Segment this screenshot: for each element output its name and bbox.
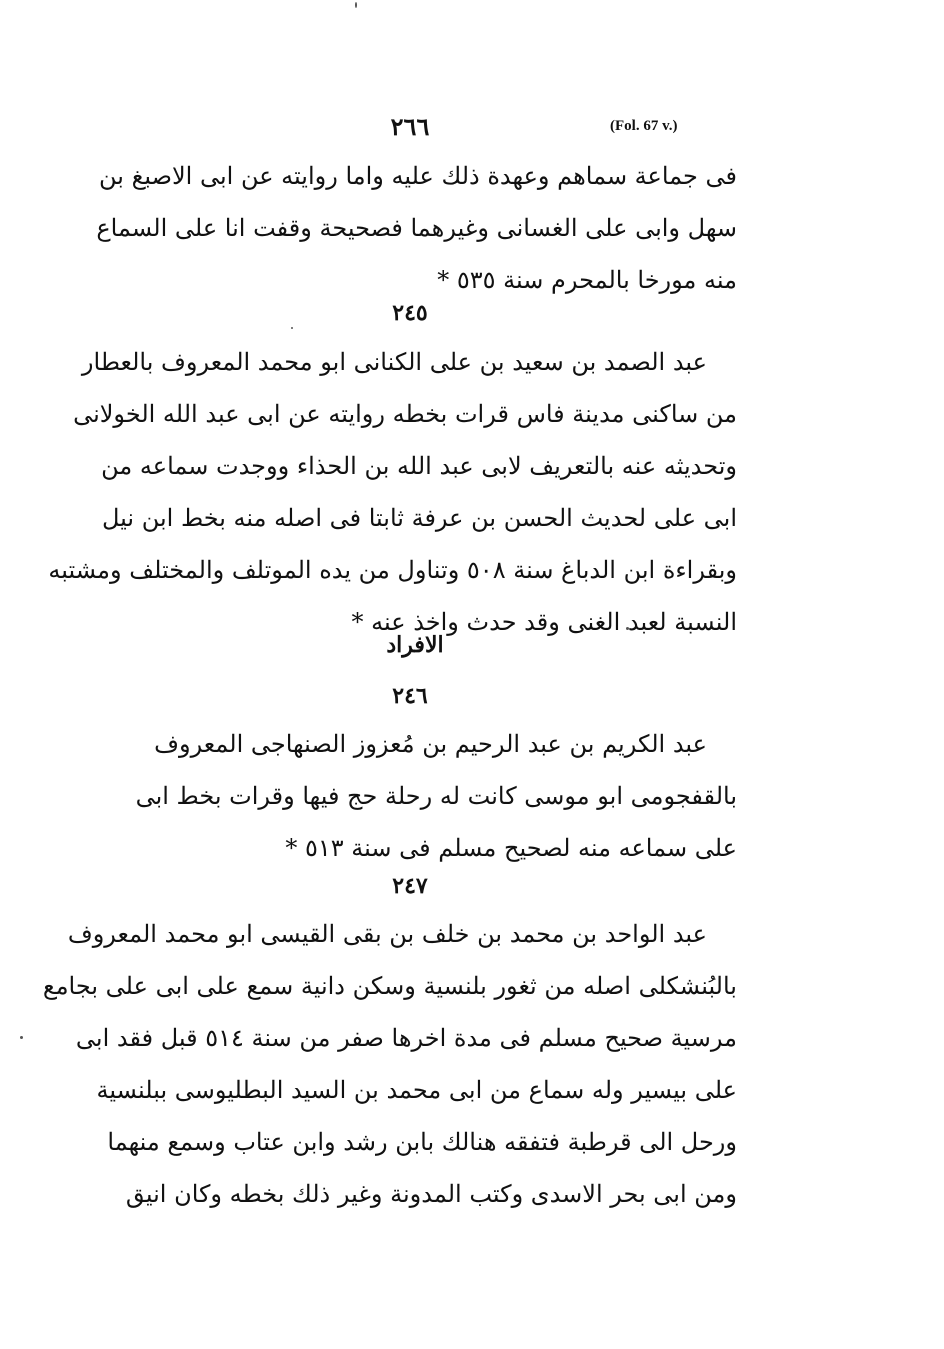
page-number: ٢٦٦ [390, 112, 430, 141]
text-line: سهل وابى على الغسانى وغيرهما فصحيحة وقفت انا على السماع [96, 214, 737, 242]
text-line: ابى على لحديث الحسن بن عرفة ثابتا فى اصله منه بخط ابن نيل [101, 504, 737, 532]
text-line: ورحل الى قرطبة فتفقه هنالك بابن رشد وابن عتاب وسمع منهما [107, 1128, 737, 1156]
scan-speck [20, 1036, 23, 1039]
entry-245-text [48, 336, 737, 648]
text-line: على سماعه منه لصحيح مسلم فى سنة ٥١٣ * [285, 834, 737, 862]
page-header [0, 112, 944, 142]
text-line: مرسية صحيح مسلم فى مدة اخرها صفر من سنة ٥١٤ قبل فقد ابى [75, 1024, 737, 1052]
text-line: النسبة لعبد الغنى وقد حدث واخذ عنه * [351, 608, 737, 636]
continuation-paragraph [92, 150, 737, 306]
text-line: بالبُنشكلى اصله من ثغور بلنسية وسكن دانية سمع على ابى على بجامع [42, 972, 737, 1000]
text-line: بالقفجومى ابو موسى كانت له رحلة حج فيها وقرات بخط ابى [135, 782, 737, 810]
text-line: وتحديثه عنه بالتعريف لابى عبد الله بن الحذاء ووجدت سماعه من [101, 452, 737, 480]
text-line: على بيسير وله سماع من ابى محمد بن السيد البطليوسى ببلنسية [96, 1076, 737, 1104]
text-line: وبقراءة ابن الدباغ سنة ٥٠٨ وتناول من يده الموتلف والمختلف ومشتبه [48, 556, 737, 584]
text-line: منه مورخا بالمحرم سنة ٥٣٥ * [437, 266, 737, 294]
section-heading: الافراد [386, 632, 444, 658]
entry-246-text [100, 718, 737, 874]
text-line: عبد الواحد بن محمد بن خلف بن بقى القيسى ابو محمد المعروف [67, 920, 707, 948]
scan-speck [355, 2, 357, 8]
text-line: عبد الكريم بن عبد الرحيم بن مُعزوز الصنهاجى المعروف [154, 730, 707, 758]
scan-speck [291, 327, 293, 329]
entry-247-text [42, 908, 737, 1220]
entry-number-246: ٢٤٦ [392, 683, 428, 709]
entry-number-247: ٢٤٧ [392, 873, 428, 899]
text-line: ومن ابى بحر الاسدى وكتب المدونة وغير ذلك بخطه وكان انيق [125, 1180, 737, 1208]
text-line: عبد الصمد بن سعيد بن على الكنانى ابو محمد المعروف بالعطار [81, 348, 707, 376]
entry-number-245: ٢٤٥ [392, 300, 428, 326]
text-line: من ساكنى مدينة فاس قرات بخطه روايته عن ابى عبد الله الخولانى [73, 400, 737, 428]
text-line: فى جماعة سماهم وعهدة ذلك عليه واما روايته عن ابى الاصبغ بن [99, 162, 737, 190]
folio-reference: (Fol. 67 v.) [610, 118, 678, 134]
